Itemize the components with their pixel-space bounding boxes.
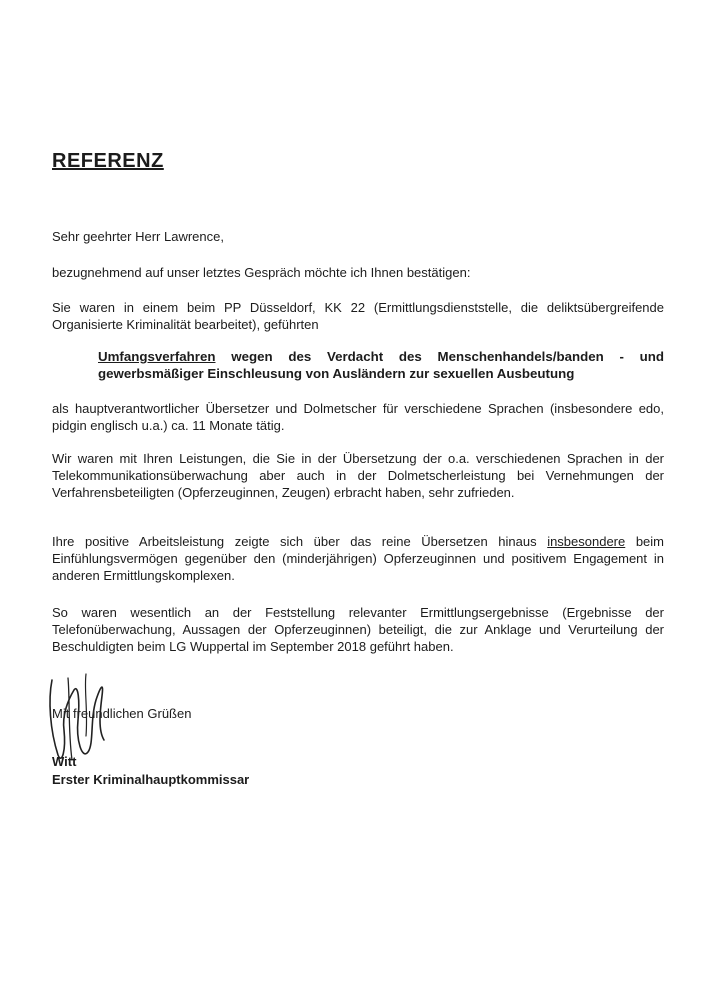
case-type: Umfangsverfahren: [98, 349, 216, 364]
signer-title: Erster Kriminalhauptkommissar: [52, 772, 250, 787]
paragraph-satisfaction: Wir waren mit Ihren Leistungen, die Sie in der Übersetzung der o.a. verschiedenen Sprachen in der Telekommunikationsüberwachung aber auch in der Dolmetscherleistung bei Vernehmungen der Verfahrensbeteiligten (Opferzeuginnen, Zeugen) erbracht haben, sehr zufrieden.: [52, 451, 664, 500]
paragraph-role: als hauptverantwortlicher Übersetzer und Dolmetscher für verschiedene Sprachen (insbesondere edo, pidgin englisch u.a.) ca. 11 Monate tätig.: [52, 401, 664, 433]
salutation: Sehr geehrter Herr Lawrence,: [52, 229, 224, 244]
performance-text-a: Ihre positive Arbeitsleistung zeigte sich über das reine Übersetzen hinaus: [52, 534, 548, 549]
case-description: [98, 348, 664, 382]
signer-name: Witt: [52, 754, 77, 769]
paragraph-performance: [52, 533, 664, 584]
letter-heading: REFERENZ: [52, 150, 164, 172]
performance-emphasis: insbesondere: [547, 534, 626, 549]
performance-text-b: beim Einfühlungsvermögen gegenüber den (minderjährigen) Opferzeuginnen und positivem Engagement in anderen Ermittlungskomplexen.: [52, 534, 664, 583]
paragraph-results: So waren wesentlich an der Feststellung relevanter Ermittlungsergebnisse (Ergebnisse der Telefonüberwachung, Aussagen der Opferzeuginnen) beteiligt, die zur Anklage und Verurteilung der Beschuldigten beim LG Wuppertal im September 2018 geführt haben.: [52, 605, 664, 654]
intro-paragraph: bezugnehmend auf unser letztes Gespräch möchte ich Ihnen bestätigen:: [52, 265, 471, 280]
paragraph-assignment: Sie waren in einem beim PP Düsseldorf, KK 22 (Ermittlungsdienststelle, die deliktsübergreifende Organisierte Kriminalität bearbeitet), geführten: [52, 300, 664, 332]
closing-phrase: Mit freundlichen Grüßen: [52, 706, 192, 721]
case-offence: wegen des Verdacht des Menschenhandels/banden - und gewerbsmäßiger Einschleusung von Ausländern zur sexuellen Ausbeutung: [98, 349, 664, 381]
